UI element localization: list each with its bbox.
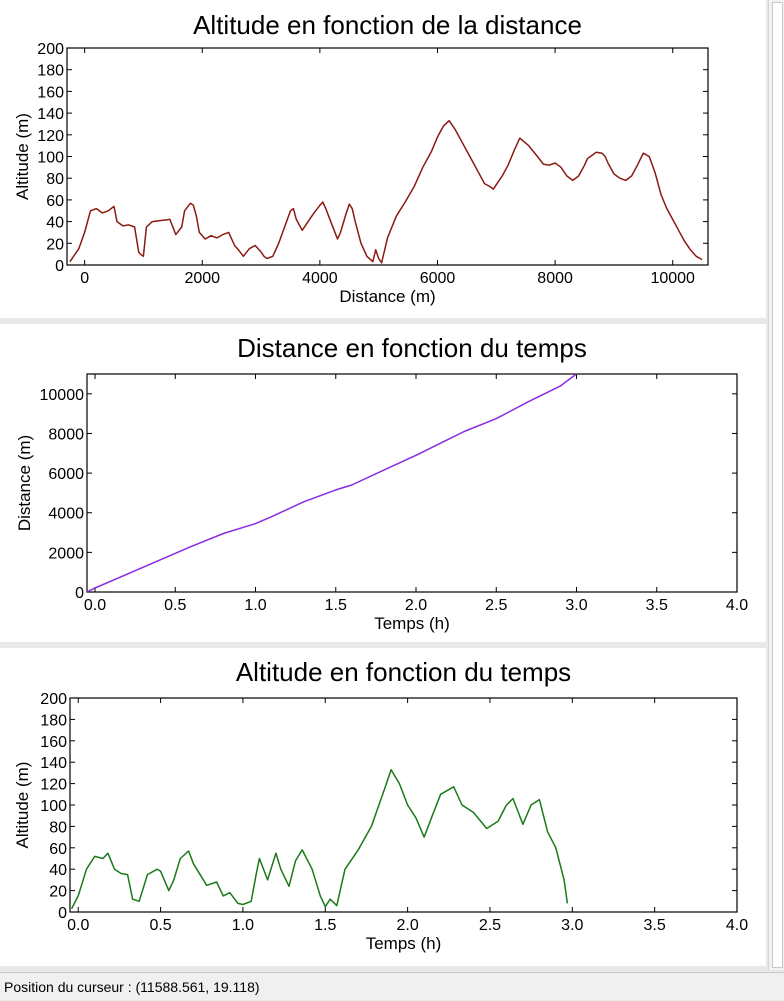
- chart-panel-distance-time[interactable]: [0, 324, 766, 642]
- chart-altitude-vs-distance[interactable]: [0, 0, 766, 318]
- x-axis-label: Distance (m): [339, 287, 436, 306]
- x-axis-label: Temps (h): [374, 614, 450, 633]
- x-tick-label: 0.0: [67, 917, 90, 934]
- x-tick-label: 0.5: [164, 597, 187, 614]
- plot-frame: [70, 698, 737, 912]
- x-tick-label: 4000: [302, 270, 338, 287]
- plot-frame: [67, 48, 708, 265]
- y-tick-label: 140: [37, 106, 64, 124]
- x-tick-label: 3.0: [561, 917, 584, 934]
- y-tick-label: 200: [40, 691, 67, 708]
- y-tick-label: 20: [49, 883, 67, 901]
- y-axis-label: Altitude (m): [13, 761, 32, 849]
- y-tick-label: 160: [40, 733, 67, 751]
- x-tick-label: 2.5: [485, 597, 508, 614]
- y-axis-label: Distance (m): [15, 434, 34, 532]
- y-tick-label: 40: [46, 214, 64, 232]
- y-axis-label: Altitude (m): [13, 113, 32, 200]
- y-tick-label: 100: [40, 798, 67, 815]
- y-tick-label: 180: [40, 712, 67, 730]
- y-tick-label: 6000: [48, 466, 84, 484]
- cursor-position-label: Position du curseur : (11588.561, 19.118): [4, 979, 260, 995]
- y-tick-label: 40: [49, 862, 67, 880]
- y-tick-label: 0: [58, 905, 67, 922]
- plot-frame: [87, 374, 737, 592]
- x-tick-label: 2.0: [404, 597, 428, 614]
- x-tick-label: 0: [80, 270, 90, 287]
- x-tick-label: 3.0: [565, 597, 588, 614]
- x-tick-label: 1.5: [314, 917, 337, 934]
- y-tick-label: 160: [37, 84, 64, 102]
- x-tick-label: 2.0: [396, 917, 419, 934]
- status-bar: [0, 972, 784, 1000]
- x-tick-label: 4.0: [725, 917, 749, 934]
- x-tick-label: 1.0: [231, 917, 255, 934]
- chart-title: Altitude en fonction du temps: [235, 657, 572, 687]
- y-tick-label: 140: [40, 755, 67, 773]
- x-tick-label: 2000: [184, 270, 221, 287]
- x-tick-label: 6000: [419, 270, 456, 287]
- y-tick-label: 100: [37, 149, 64, 167]
- y-tick-label: 10000: [39, 386, 84, 404]
- y-tick-label: 0: [75, 585, 84, 602]
- x-tick-label: 3.5: [643, 917, 666, 934]
- y-tick-label: 120: [40, 776, 67, 794]
- vertical-scrollbar[interactable]: [768, 0, 784, 970]
- chart-title: Altitude en fonction de la distance: [193, 10, 582, 40]
- x-tick-label: 10000: [650, 270, 695, 287]
- y-tick-label: 120: [37, 127, 64, 145]
- y-tick-label: 200: [37, 41, 64, 58]
- x-axis-label: Temps (h): [365, 934, 442, 953]
- x-tick-label: 1.5: [324, 597, 347, 614]
- y-tick-label: 20: [46, 236, 64, 254]
- x-tick-label: 2.5: [478, 917, 502, 934]
- chart-title: Distance en fonction du temps: [237, 333, 587, 363]
- chart-panel-altitude-time[interactable]: [0, 648, 766, 966]
- chart-distance-vs-time[interactable]: [0, 324, 766, 642]
- y-tick-label: 60: [49, 840, 67, 858]
- y-tick-label: 80: [49, 819, 67, 837]
- chart-altitude-vs-time[interactable]: [0, 648, 766, 966]
- y-tick-label: 60: [46, 192, 64, 210]
- y-tick-label: 180: [37, 62, 64, 80]
- x-tick-label: 0.0: [83, 597, 107, 614]
- x-tick-label: 4.0: [725, 597, 749, 614]
- y-tick-label: 80: [46, 171, 64, 189]
- x-tick-label: 0.5: [149, 917, 172, 934]
- y-tick-label: 0: [55, 258, 64, 275]
- y-tick-label: 4000: [48, 505, 84, 523]
- scrollbar-thumb[interactable]: [772, 2, 783, 968]
- x-tick-label: 1.0: [244, 597, 267, 614]
- x-tick-label: 8000: [537, 270, 573, 287]
- x-tick-label: 3.5: [645, 597, 668, 614]
- y-tick-label: 8000: [48, 426, 84, 444]
- chart-panel-altitude-distance[interactable]: [0, 0, 766, 318]
- y-tick-label: 2000: [48, 545, 84, 563]
